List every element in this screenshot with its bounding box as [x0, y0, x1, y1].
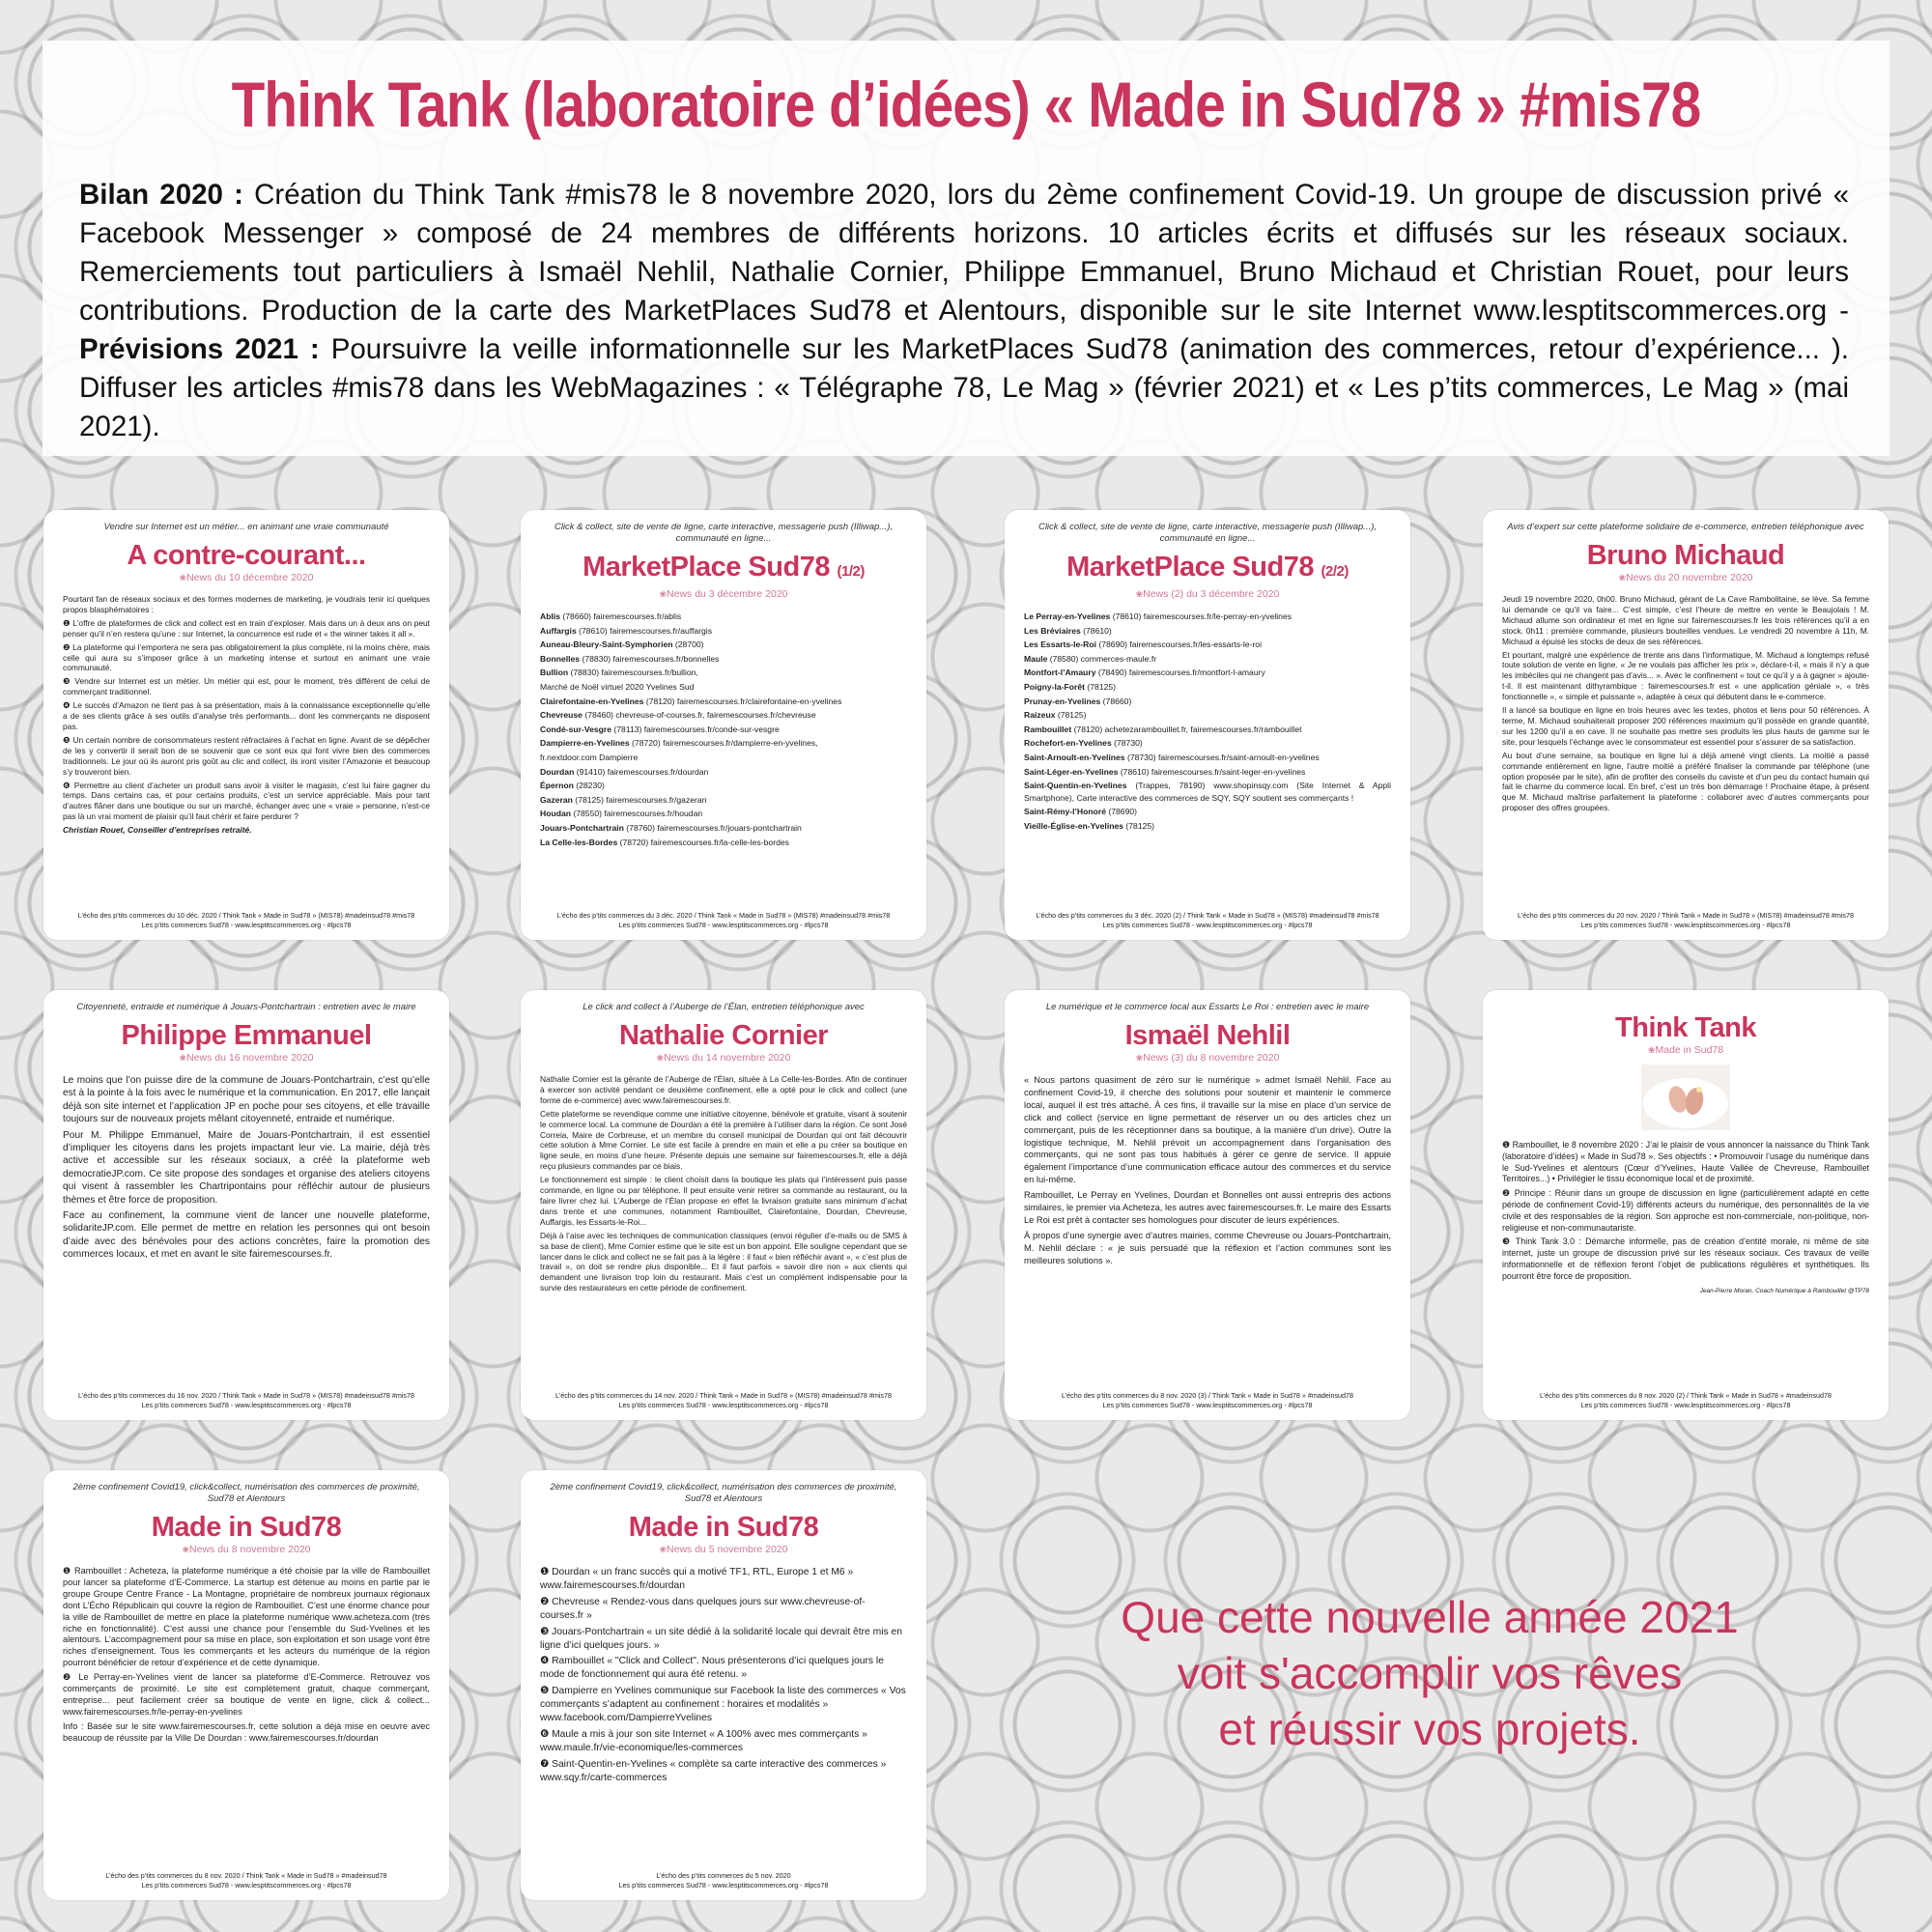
title-part1: Think Tank (laboratoire d’idées)	[231, 69, 1044, 140]
card-paragraph: Rambouillet, Le Perray en Yvelines, Dourdan et Bonnelles ont aussi entrepris des actions similaires, le premier via Acheteza, les autres avec fairemescourses.fr. Le maire des Essarts Le Roi est prêt à contacter ses homologues pour discuter de leurs expériences.	[1024, 1190, 1391, 1225]
town-name: Houdan	[540, 809, 571, 819]
town-name: Maule	[1024, 653, 1048, 664]
card-title: Philippe Emmanuel	[121, 1020, 372, 1051]
town-details: (78460) chevreuse-of-courses.fr, fairemescourses.fr/chevreuse	[582, 710, 816, 721]
town-details: (78730)	[1111, 738, 1143, 749]
card-paragraph: ❶ L’offre de plateformes de click and collect est en train d’exploser. Mais dans un à deux ans on peut penser qu’il n’en restera qu’une : sur Internet, la concurrence est rude et « the winner takes it all ».	[63, 617, 430, 639]
card-paragraph: Il a lancé sa boutique en ligne en trois heures avec les textes, photos et liens pour 50 références. À terme, M. Michaud souhaiterait proposer 200 références maximum qu’il possède en grande quantité, sur les 1200 qu’il a en cave. Il ne souhaite pas mettre ses produits les plus hauts de gamme sur le site, pour lesquels l’échange avec le consommateur est essentiel pour s’assurer de sa satisfaction.	[1502, 705, 1869, 747]
card-footer	[534, 911, 913, 930]
town-details: (78125)	[1123, 820, 1155, 831]
town-name: Montfort-l’Amaury	[1024, 668, 1096, 678]
card-ismael-nehlil	[1005, 990, 1410, 1420]
card-paragraph: Pour M. Philippe Emmanuel, Maire de Jouars-Pontchartrain, il est essentiel d’impliquer les citoyens dans les projets impactant leur vie. La mairie, déjà très active et accessible sur les réseaux sociaux, a créé la plateforme web democratieJP.com. Ce site propose des sondages et organise des ateliers citoyens qui visent à rassembler les Chartripontains pour réfléchir autour de plusieurs thèmes et être force de proposition.	[63, 1129, 430, 1206]
marketplace-item	[540, 653, 907, 666]
town-name: Rochefort-en-Yvelines	[1024, 738, 1112, 749]
town-name: Ablis	[540, 611, 561, 621]
card-paragraph: ❹ Rambouillet « "Click and Collect". Nous présenterons d’ici quelques jours le mode de fonctionnement qui aura été retenu. »	[540, 1656, 884, 1681]
card-paragraph: ❶ Rambouillet : Acheteza, la plateforme numérique a été choisie par la ville de Rambouillet pour lancer sa plateforme d’E-Commerce. La startup est détenue au moins en partie par le groupe Groupe Centre France - La Montagne, propriétaire de nombreux journaux régionaux dont L’Écho Républicain qui couvre la région de Rambouillet. C’est une énorme chance pour la ville de Rambouillet de mettre en place la plateforme numérique www.acheteza.com (très riche en fonctionnalité). C’est aussi une chance pour l’ensemble du Sud-Yvelines et les alentours. L’accompagnement pour sa mise en place, son exploitation et son usage vont être riches d’enseignement. Tous les commerçants et les acteurs du numérique de la région pourront bénéficier de retour d’expérience et de cette dynamique.	[63, 1566, 430, 1668]
marketplace-item	[1024, 766, 1391, 779]
card-paragraph: ❼ Saint-Quentin-en-Yvelines « complète sa carte interactive des commerces » www.sqy.fr/carte-commerces	[540, 1758, 887, 1783]
card-footer	[57, 1391, 436, 1410]
card-date: ❀ News du 3 décembre 2020	[540, 588, 907, 601]
card-footer	[534, 1871, 913, 1890]
card-paragraph: Cette plateforme se revendique comme une initiative citoyenne, bénévole et gratuite, visant à soutenir le commerce local. La commune de Dourdan a été la première à l’utiliser dans la région. Ce sont José Correia, Maire de Corbreuse, et un membre du conseil municipal de Dourdan qui ont fait découvrir cette solution à Mme Cornier. Le site est facile à prendre en main et elle a pu créer sa boutique en ligne seule, en moins d’une heure. Présente depuis une semaine sur fairemescourses.fr, elle a déjà reçu plusieurs commandes par ce biais.	[540, 1108, 907, 1172]
bilan-text: Création du Think Tank #mis78 le 8 novembre 2020, lors du 2ème confinement Covid-19. Un groupe de discussion privé « Facebook Messenger » composé de 24 membres de différents horizons. 10 articles écrits et diffusés sur les réseaux sociaux. Remerciements tout particuliers à Ismaël Nehlil, Nathalie Cornier, Philippe Emmanuel, Bruno Michaud et Christian Rouet, pour leurs contributions. Production de la carte des MarketPlaces Sud78 et Alentours, disponible sur le site Internet www.lesptitscommerces.org -	[79, 179, 1850, 327]
town-name: Auneau-Bleury-Saint-Symphorien	[540, 639, 673, 650]
card-contre-courant	[43, 510, 449, 940]
marketplace-item	[540, 808, 907, 820]
footer-line: L’écho des p’tits commerces du 8 nov. 2020 (2) / Think Tank « Made in Sud78 » #madeinsud78	[1539, 1391, 1833, 1400]
card-paragraph: ❻ Maule a mis à jour son site Internet « A 100% avec mes commerçants » www.maule.fr/vie-economique/les-commerces	[540, 1728, 867, 1753]
card-title: Bruno Michaud	[1586, 540, 1785, 571]
town-name: Dourdan	[540, 766, 575, 777]
card-paragraph: Jeudi 19 novembre 2020, 0h00. Bruno Michaud, gérant de La Cave Rambolitaine, se lève. Sa femme lui demande ce qu’il va faire... C’est simple, c’est l’heure de mettre en vente le Beaujolais ! M. Michaud allume son ordinateur et met en ligne sur fairemescourses.fr les trois références qu’il a en stock. 0h11 : première commande, plusieurs bouteilles vendues. Le vendredi 20 novembre à 11h, M. Michaud a épuisé les stocks de deux de ses références.	[1502, 594, 1869, 646]
card-title: Made in Sud78	[628, 1512, 819, 1543]
town-details: (78830) fairemescourses.fr/bullion,	[568, 668, 698, 678]
marketplace-item	[1024, 737, 1391, 750]
town-details: (78610) fairemescourses.fr/auffargis	[576, 625, 713, 636]
town-details: (Trappes, 78190) www.shopinsqy.com (Site Internet & Appli Smartphone), Carte interactive des commerces de SQY, SQY soutient ses commerçants !	[1024, 781, 1391, 803]
town-details: fr.nextdoor.com Dampierre	[540, 752, 639, 762]
town-details: (78690) fairemescourses.fr/les-essarts-le-roi	[1096, 639, 1262, 650]
card-marketplace-2	[1005, 510, 1410, 940]
card-kicker: Citoyenneté, entraide et numérique à Jouars-Pontchartrain : entretien avec le maire	[76, 1002, 416, 1012]
marketplace-item	[540, 696, 907, 708]
footer-line: Les p’tits commerces Sud78 - www.lesptitscommerces.org - #lpcs78	[618, 1881, 829, 1889]
bilan-label: Bilan 2020 :	[79, 179, 243, 211]
footer-line: Les p’tits commerces Sud78 - www.lesptitscommerces.org - #lpcs78	[141, 1401, 352, 1409]
marketplace-item	[540, 780, 907, 792]
marketplace-item	[540, 625, 907, 638]
card-paragraph: Nathalie Cornier est la gérante de l’Auberge de l’Élan, située à La Celle-les-Bordes. Afin de continuer à exercer son activité pendant ce deuxième confinement, elle a opté pour le click and collect (une forme de e-commerce) avec www.fairemescourses.fr.	[540, 1074, 907, 1105]
town-name: Chevreuse	[540, 710, 582, 721]
footer-line: L’écho des p’tits commerces du 5 nov. 2020	[656, 1871, 791, 1880]
town-name: Bonnelles	[540, 653, 581, 664]
card-paragraph: Et pourtant, malgré une expérience de trente ans dans l’informatique, M. Michaud a longtemps refusé toute solution de vente en ligne. « Je ne voulais pas afficher les prix », déclare-t-il, « mais il n’y a que les imbéciles qui ne changent pas d’avis... ». Avec le confinement « tout ce qu’il y a à gagner » ajoute-t-il. Il est maintenant dithyrambique : fairemescourses.fr est « une application géniale », « très fonctionnelle », « simple et puissante », adaptée à ceux qui débutent dans le e-commerce.	[1502, 649, 1869, 702]
footer-line: Les p’tits commerces Sud78 - www.lesptitscommerces.org - #lpcs78	[618, 921, 829, 929]
baby-feet-photo	[1641, 1065, 1730, 1130]
card-footer	[1496, 911, 1875, 930]
card-signature: Jean-Pierre Moran, Coach Numérique à Rambouillet @TP78	[1699, 1287, 1869, 1294]
town-name: Rambouillet	[1024, 724, 1072, 734]
marketplace-list	[1024, 611, 1391, 833]
previsions-text: Poursuivre la veille informationnelle sur les MarketPlaces Sud78 (animation des commerces, retour d’expérience... ). Diffuser les articles #mis78 dans les WebMagazines : « Télégraphe 78, Le Mag » (février 2021) et « Les p’tits commerces, Le Mag » (mai 2021).	[79, 333, 1849, 442]
intro-paragraph	[79, 176, 1849, 446]
town-details: (78550) fairemescourses.fr/houdan	[570, 809, 703, 819]
town-details: (78490) fairemescourses.fr/montfort-l-amaury	[1095, 668, 1265, 678]
town-name: Bullion	[540, 668, 569, 678]
marketplace-item	[540, 681, 907, 694]
footer-line: L’écho des p’tits commerces du 14 nov. 2020 / Think Tank « Made in Sud78 » (MIS78) #madeinsud78 #mis78	[555, 1391, 892, 1400]
card-paragraph: ❶ Rambouillet, le 8 novembre 2020 : J’ai le plaisir de vous annoncer la naissance du Think Tank (laboratoire d’idées) « Made in Sud78 ». Ses objectifs : • Promouvoir l’usage du numérique dans le Sud-Yvelines et alentours (Cœur d’Yvelines, Haute Vallée de Chevreuse, Rambouillet Territoires...) • Privilégier le tissu économique local et de proximité.	[1502, 1140, 1869, 1184]
marketplace-item	[1024, 724, 1391, 736]
marketplace-item	[540, 837, 907, 849]
card-kicker: 2ème confinement Covid19, click&collect, numérisation des commerces de proximité, Sud78 et Alentours	[72, 1482, 420, 1504]
card-paragraph: ❸ Jouars-Pontchartrain « un site dédié à la solidarité locale qui devrait être mis en ligne d’ici quelques jours. »	[540, 1626, 902, 1651]
town-name: Auffargis	[540, 625, 577, 636]
card-kicker: Click & collect, site de vente de ligne, carte interactive, messagerie push (Illiwap...), communauté en ligne...	[554, 522, 894, 544]
town-details: (78690)	[1106, 807, 1138, 817]
marketplace-item	[1024, 820, 1391, 833]
card-body	[1502, 594, 1869, 813]
card-marketplace-1	[521, 510, 926, 940]
town-name: Condé-sur-Vesgre	[540, 724, 612, 734]
town-name: Clairefontaine-en-Yvelines	[540, 696, 644, 706]
card-paragraph: « Nous partons quasiment de zéro sur le numérique » admet Ismaël Nehlil. Face au confinement Covid-19, il cherche des solutions pour soutenir et maintenir le commerce local, auquel il est très attaché. À ces fins, il travaille sur la mise en place d’un service de click and collect (service en ligne permettant de réserver un ou des articles chez un commerçant, puis de les réceptionner dans sa boutique, à la manière d’un drive). Outre la logistique technique, M. Nehlil prévoit un accompagnement dans l’organisation des commerçants, qui ne sont pas tous habitués à gérer ce genre de service. Il appuie également l’importance d’une communication efficace autour des commerces et du service en lui-même.	[1024, 1075, 1391, 1185]
town-name: Le Perray-en-Yvelines	[1024, 611, 1111, 621]
greeting-line: et réussir vos projets.	[1218, 1704, 1641, 1754]
greeting-line: voit s'accomplir vos rêves	[1177, 1648, 1683, 1698]
marketplace-item	[540, 639, 907, 651]
card-title-suffix: (2/2)	[1321, 563, 1349, 580]
town-name: Saint-Arnoult-en-Yvelines	[1024, 752, 1125, 762]
footer-line: Les p’tits commerces Sud78 - www.lesptitscommerces.org - #lpcs78	[141, 1881, 352, 1889]
marketplace-item	[1024, 806, 1391, 818]
town-details: (78610)	[1080, 625, 1112, 636]
marketplace-item	[1024, 696, 1391, 708]
footer-line: L’écho des p’tits commerces du 8 nov. 2020 / Think Tank « Made in Sud78 » #madeinsud78	[105, 1871, 387, 1880]
card-date: ❀ News du 5 novembre 2020	[540, 1544, 907, 1556]
marketplace-item	[1024, 611, 1391, 623]
card-title: Made in Sud78	[151, 1512, 342, 1543]
card-paragraph: À propos d’une synergie avec d’autres mairies, comme Chevreuse ou Jouars-Pontchartrain, M. Nehlil déclare : « je suis persuadé que la réflexion et l’action communes sont les meilleures solutions ».	[1024, 1230, 1391, 1265]
card-think-tank	[1483, 990, 1889, 1420]
footer-line: Les p’tits commerces Sud78 - www.lesptitscommerces.org - #lpcs78	[1102, 1401, 1313, 1409]
town-details: (78830) fairemescourses.fr/bonnelles	[580, 653, 720, 664]
town-details: (78113) fairemescourses.fr/conde-sur-vesgre	[611, 724, 780, 734]
marketplace-item	[540, 794, 907, 807]
card-subtitle: ❀ Made in Sud78	[1502, 1044, 1869, 1057]
town-name: Poigny-la-Forêt	[1024, 681, 1086, 692]
card-paragraph: ❻ Permettre au client d’acheter un produit sans avoir à visiter le magasin, c’est lui faire gagner du temps. Dans certains cas, et pour certains produits, c’est un service appréciable. Mais pour tant d’autres flâner dans une boutique ou sur un marché, échanger avec une « vraie » personne, n’est-ce pas là un vrai moment de plaisir qu’il faut chérir et faire perdurer ?	[63, 780, 430, 822]
card-date: ❀ News du 20 novembre 2020	[1502, 572, 1869, 584]
marketplace-item	[540, 611, 907, 623]
card-paragraph: Déjà à l’aise avec les techniques de communication classiques (envoi régulier d’e-mails ou de SMS à sa base de client), Mme Cornier estime que le site est un bon appoint. Elle souligne cependant que se lancer dans le click and collect ne se fait pas à la légère : il faut « bien réfléchir avant », « c’est plus de travail », on doit se rendre plus disponible... Et il faut parfois « savoir dire non » aux clients qui demandent une livraison trop loin du restaurant. Mais c’est un complément indispensable pour la survie des restaurateurs en cette période de confinement.	[540, 1230, 907, 1293]
town-name: Vieille-Église-en-Yvelines	[1024, 820, 1124, 831]
town-details: (78760) fairemescourses.fr/jouars-pontchartrain	[623, 822, 802, 833]
marketplace-item	[540, 752, 907, 764]
town-details: (28230)	[573, 781, 605, 791]
card-paragraph: Au bout d’une semaine, sa boutique en ligne lui a déjà amené vingt clients. La moitié a passé commande entièrement en ligne, l’autre moitié a préféré finaliser la commande par téléphone (une option proposée par le site), afin de profiter des conseils du caviste et d’un peu du contact humain qui fait le charme du commerce local. En bref, c’est un très bon démarrage ! Prochaine étape, à présent que M. Michaud maîtrise parfaitement la plateforme : collaborer avec d’autres commerçants pour proposer des offres groupées.	[1502, 750, 1869, 813]
marketplace-list	[540, 611, 907, 848]
card-paragraph: ❹ Le succès d’Amazon ne tient pas à sa présentation, mais à la connaissance exceptionnelle qu’elle a de ses clients grâce à ses outils d’analyse très performants... dont les commerçants ne disposent pas.	[63, 700, 430, 731]
card-date: ❀ News du 8 novembre 2020	[63, 1544, 430, 1556]
town-name: Jouars-Pontchartrain	[540, 822, 624, 833]
town-details: Marché de Noël virtuel 2020 Yvelines Sud	[540, 681, 695, 692]
town-details: (78610) fairemescourses.fr/le-perray-en-yvelines	[1110, 611, 1293, 621]
marketplace-item	[1024, 667, 1391, 679]
card-title	[1024, 551, 1391, 588]
card-title-suffix: (1/2)	[837, 563, 865, 580]
card-date: ❀ News du 10 décembre 2020	[63, 572, 430, 584]
card-paragraph: ❷ Principe : Réunir dans un groupe de discussion en ligne (particulièrement adapté en cette période de confinement Covid-19) différents acteurs du numérique, des personnalités de la vie civile et des responsables de la région. Son approche est non-commerciale, non-politique, non-religieuse et non-communautariste.	[1502, 1188, 1869, 1233]
card-title-text: MarketPlace Sud78	[582, 552, 830, 582]
marketplace-item	[1024, 653, 1391, 666]
town-details: (78125)	[1055, 710, 1087, 721]
card-made-in-sud78-2	[521, 1470, 926, 1900]
card-body	[63, 594, 430, 836]
card-nathalie-cornier	[521, 990, 926, 1420]
marketplace-item	[540, 737, 907, 750]
card-kicker: Click & collect, site de vente de ligne, carte interactive, messagerie push (Illiwap...), communauté en ligne...	[1037, 522, 1378, 544]
town-name: Dampierre-en-Yvelines	[540, 738, 630, 749]
card-paragraph: ❺ Dampierre en Yvelines communique sur Facebook la liste des commerces « Vos commerçants s’adaptent au confinement : horaires et modalités » www.facebook.com/DampierreYvelines	[540, 1686, 906, 1724]
marketplace-item	[1024, 639, 1391, 651]
footer-line: L’écho des p’tits commerces du 10 déc. 2020 / Think Tank « Made in Sud78 » (MIS78) #madeinsud78 #mis78	[77, 911, 415, 920]
card-philippe-emmanuel	[43, 990, 449, 1420]
card-paragraph: Pourtant fan de réseaux sociaux et des formes modernes de marketing, je voudrais tenir ici quelques propos blasphématoires :	[63, 594, 430, 614]
card-body	[63, 1566, 430, 1745]
title-part3: #mis78	[1505, 69, 1701, 140]
card-title: Ismaël Nehlil	[1124, 1020, 1291, 1051]
card-paragraph: ❷ Chevreuse « Rendez-vous dans quelques jours sur www.chevreuse-of-courses.fr »	[540, 1596, 866, 1621]
card-paragraph: ❶ Dourdan « un franc succès qui a motivé TF1, RTL, Europe 1 et M6 » www.fairemescourses.fr/dourdan	[540, 1567, 854, 1591]
town-details: (78125) fairemescourses.fr/gazeran	[572, 794, 707, 805]
footer-line: L’écho des p’tits commerces du 16 nov. 2020 / Think Tank « Made in Sud78 » (MIS78) #madeinsud78 #mis78	[78, 1391, 414, 1400]
card-date: ❀ News (2) du 3 décembre 2020	[1024, 588, 1391, 601]
town-name: Gazeran	[540, 794, 573, 805]
card-paragraph: Le fonctionnement est simple : le client choisit dans la boutique les plats qui l’intéressent puis passe commande, en ligne ou par téléphone. Il peut ensuite venir retirer sa commande au restaurant, ou la faire livrer chez lui. L’Auberge de l’Élan propose en effet la livraison gratuite sans minimum d’achat dans trente et une communes, notamment Rambouillet, Clairefontaine, Dourdan, Chevreuse, Auffargis, les Essarts-le-Roi...	[540, 1175, 907, 1227]
marketplace-item	[1024, 709, 1391, 722]
footer-line: L’écho des p’tits commerces du 20 nov. 2020 / Think Tank « Made in Sud78 » (MIS78) #madeinsud78 #mis78	[1518, 911, 1854, 920]
card-date: ❀ News du 16 novembre 2020	[63, 1052, 430, 1065]
card-kicker: Le numérique et le commerce local aux Essarts Le Roi : entretien avec le maire	[1045, 1002, 1370, 1012]
footer-line: L’écho des p’tits commerces du 8 nov. 2020 (3) / Think Tank « Made in Sud78 » #madeinsud78	[1061, 1391, 1354, 1400]
card-body	[1502, 1140, 1869, 1296]
marketplace-item	[1024, 681, 1391, 694]
previsions-label: Prévisions 2021 :	[79, 333, 320, 365]
card-title-text: MarketPlace Sud78	[1066, 552, 1314, 582]
footer-line: L’écho des p’tits commerces du 3 déc. 2020 / Think Tank « Made in Sud78 » (MIS78) #madeinsud78 #mis78	[556, 911, 891, 920]
town-details: (78610) fairemescourses.fr/saint-leger-en-yvelines	[1118, 766, 1306, 777]
town-name: Saint-Léger-en-Yvelines	[1024, 766, 1119, 777]
greeting-line: Que cette nouvelle année 2021	[1121, 1592, 1739, 1642]
card-paragraph: ❷ Le Perray-en-Yvelines vient de lancer sa plateforme d’E-Commerce. Retrouvez vos commerçants de proximité. Le site est complètement gratuit, chaque commerçant, entreprise... peut facilement créer sa boutique de vente en ligne, click & collect... www.fairemescourses.fr/le-perray-en-yvelines	[63, 1672, 430, 1717]
town-details: (78125)	[1085, 681, 1117, 692]
town-name: Raizeux	[1024, 710, 1056, 721]
marketplace-item	[1024, 752, 1391, 764]
card-footer	[57, 1871, 436, 1890]
card-footer	[534, 1391, 913, 1410]
town-details: (78120) fairemescourses.fr/clairefontaine-en-yvelines	[643, 696, 842, 706]
card-date: ❀ News du 14 novembre 2020	[540, 1052, 907, 1065]
town-name: Les Essarts-le-Roi	[1024, 639, 1096, 650]
marketplace-item	[540, 822, 907, 835]
card-footer	[1018, 911, 1397, 930]
town-details: (91410) fairemescourses.fr/dourdan	[574, 766, 709, 777]
card-signature: Christian Rouet, Conseiller d’entreprises retraité.	[63, 825, 252, 836]
card-title: A contre-courant...	[127, 540, 366, 571]
town-details: (78660) fairemescourses.fr/ablis	[560, 611, 682, 621]
marketplace-item	[540, 724, 907, 736]
card-body	[1024, 1074, 1391, 1267]
town-details: (78720) fairemescourses.fr/la-celle-les-bordes	[617, 837, 789, 847]
footer-line: Les p’tits commerces Sud78 - www.lesptitscommerces.org - #lpcs78	[1102, 921, 1313, 929]
footer-line: L’écho des p’tits commerces du 3 déc. 2020 (2) / Think Tank « Made in Sud78 » (MIS78) #madeinsud78 #mis78	[1036, 911, 1379, 920]
marketplace-item	[540, 766, 907, 779]
marketplace-item	[1024, 780, 1391, 804]
card-footer	[1018, 1391, 1397, 1410]
town-details: (28700)	[672, 639, 704, 650]
card-body	[540, 1566, 907, 1785]
card-kicker: 2ème confinement Covid19, click&collect, numérisation des commerces de proximité, Sud78 et Alentours	[550, 1482, 897, 1504]
card-title: Think Tank	[1615, 1012, 1756, 1043]
town-name: Épernon	[540, 781, 574, 791]
town-details: (78660)	[1100, 696, 1132, 706]
card-footer	[1496, 1391, 1875, 1410]
card-body	[540, 1074, 907, 1293]
footer-line: Les p’tits commerces Sud78 - www.lesptitscommerces.org - #lpcs78	[618, 1401, 829, 1409]
card-kicker: Vendre sur Internet est un métier... en animant une vraie communauté	[103, 522, 389, 532]
marketplace-item	[540, 709, 907, 722]
card-paragraph: ❷ La plateforme qui l’emportera ne sera pas obligatoirement la plus complète, ni la moins chère, mais celle qui aura su s’imposer grâce à un marketing intense et surtout en animant une vraie communauté.	[63, 641, 430, 673]
card-title: Nathalie Cornier	[619, 1020, 828, 1051]
card-kicker: Le click and collect à l’Auberge de l’Élan, entretien téléphonique avec	[582, 1002, 865, 1012]
town-name: La Celle-les-Bordes	[540, 837, 618, 847]
card-body	[63, 1074, 430, 1262]
page-title	[172, 70, 1760, 140]
card-made-in-sud78-1	[43, 1470, 449, 1900]
card-paragraph: ❸ Vendre sur Internet est un métier. Un métier qui est, pour le moment, très différent de celui de commerçant traditionnel.	[63, 676, 430, 697]
card-paragraph: Info : Basée sur le site www.fairemescourses.fr, cette solution a déjà mise en oeuvre avec beaucoup de réussite par la Ville De Dourdan : www.fairemescourses.fr/dourdan	[63, 1720, 430, 1743]
footer-line: Les p’tits commerces Sud78 - www.lesptitscommerces.org - #lpcs78	[1580, 1401, 1791, 1409]
marketplace-item	[540, 667, 907, 679]
town-name: Les Bréviaires	[1024, 625, 1081, 636]
card-paragraph: ❺ Un certain nombre de consommateurs restent réfractaires à l’achat en ligne. Avant de se dépêcher de les y convertir il serait bon de se souvenir que ce sont eux qui font vivre bien des commerces traditionnels. Le jour où ils auront pris goût au clic and collect, ils iront visiter l’Amazonie et beaucoup s’y trouveront bien.	[63, 734, 430, 777]
title-part2: « Made in Sud78 »	[1043, 69, 1506, 140]
card-kicker: Avis d’expert sur cette plateforme solidaire de e-commerce, entretien téléphonique avec	[1507, 522, 1864, 532]
town-name: Prunay-en-Yvelines	[1024, 696, 1101, 706]
card-footer	[57, 911, 436, 930]
card-title	[540, 551, 907, 588]
town-details: (78120) achetezarambouillet.fr, fairemescourses.fr/rambouillet	[1071, 724, 1302, 734]
card-date: ❀ News (3) du 8 novembre 2020	[1024, 1052, 1391, 1065]
new-year-greeting	[1014, 1589, 1845, 1757]
card-bruno-michaud	[1483, 510, 1889, 940]
town-details: (78730) fairemescourses.fr/saint-arnoult-en-yvelines	[1124, 752, 1320, 762]
footer-line: Les p’tits commerces Sud78 - www.lesptitscommerces.org - #lpcs78	[1580, 921, 1791, 929]
card-paragraph: Face au confinement, la commune vient de lancer une nouvelle plateforme, solidariteJP.com. Elle permet de mettre en relation les personnes qui ont besoin d’aide avec des bénévoles pour des actions concrètes, faire la promotion des commerces locaux, et met en avant le site fairemescourses.fr.	[63, 1210, 430, 1261]
footer-line: Les p’tits commerces Sud78 - www.lesptitscommerces.org - #lpcs78	[141, 921, 352, 929]
card-paragraph: Le moins que l’on puisse dire de la commune de Jouars-Pontchartrain, c’est qu’elle est à la pointe à la fois avec le numérique et la communication. En 2017, elle lançait déjà son site internet et l’application JP en poche pour ses citoyens, et elle travaille toujours sur de nouveaux projets mêlant citoyenneté, entraide et numérique.	[63, 1075, 430, 1125]
town-details: (78720) fairemescourses.fr/dampierre-en-yvelines,	[629, 738, 818, 749]
town-details: (78580) commerces-maule.fr	[1047, 653, 1157, 664]
town-name: Saint-Rémy-l’Honoré	[1024, 807, 1106, 817]
town-name: Saint-Quentin-en-Yvelines	[1024, 781, 1127, 791]
marketplace-item	[1024, 625, 1391, 638]
card-paragraph: ❸ Think Tank 3.0 : Démarche informelle, pas de création d’entité morale, ni même de site internet, juste un groupe de discussion privé sur les réseaux sociaux. Ces travaux de veille informationnelle et de réflexion feront l’objet de publications régulières et synthétiques. Ils pourront être force de proposition.	[1502, 1236, 1869, 1281]
